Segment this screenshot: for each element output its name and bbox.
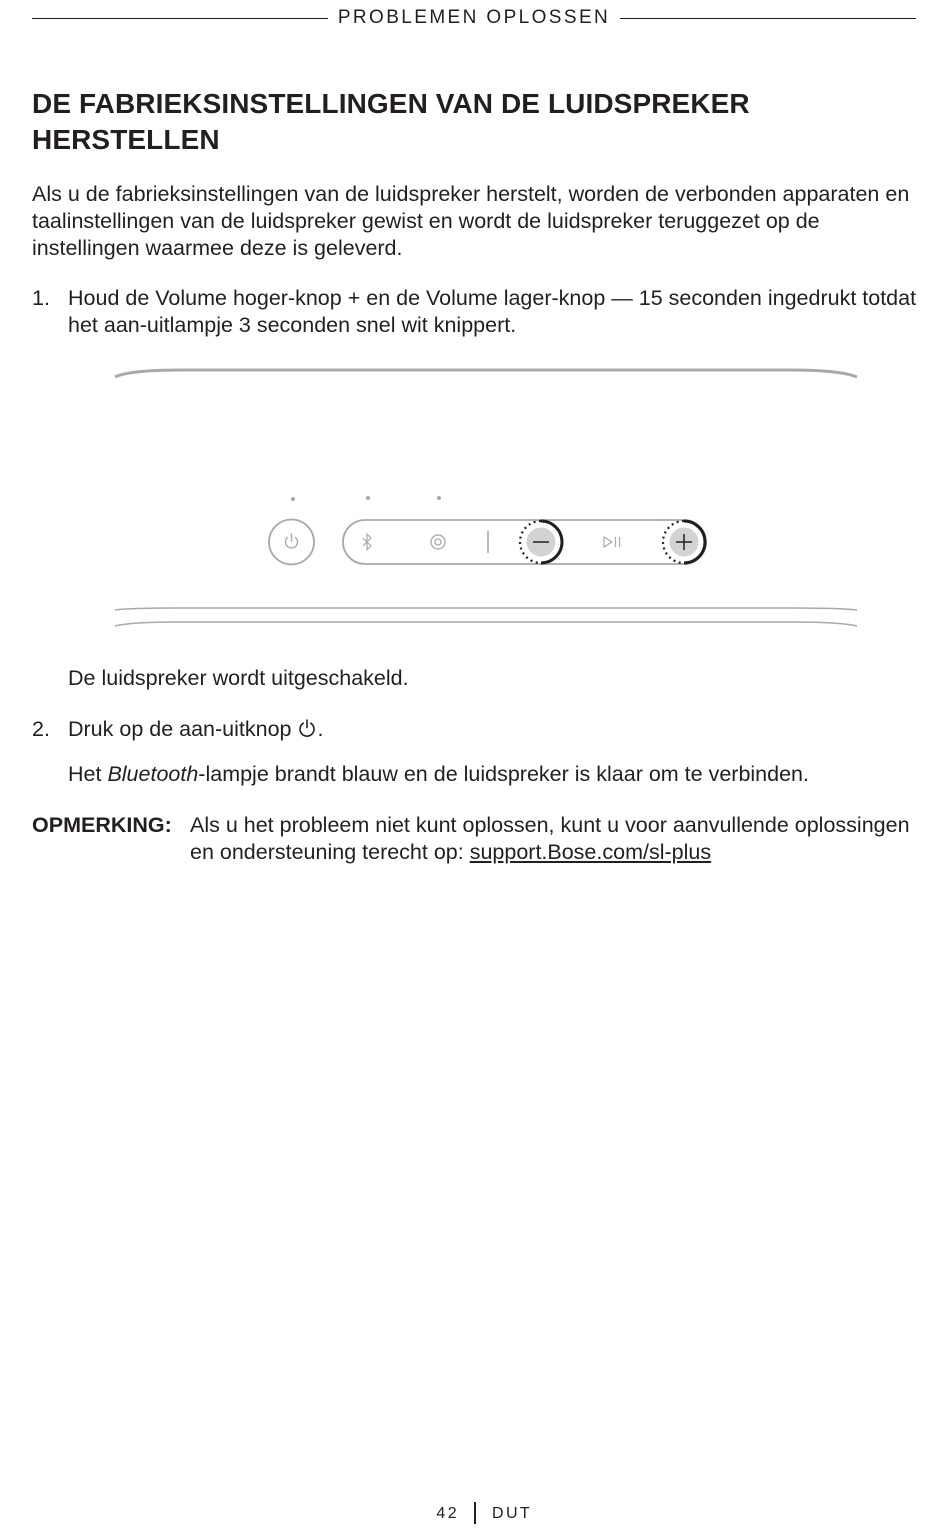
speaker-buttons-illustration xyxy=(100,360,870,640)
bluetooth-icon xyxy=(363,534,371,550)
speaker-bottom-edge-2 xyxy=(115,622,857,626)
speaker-top-edge xyxy=(115,370,857,377)
support-link[interactable]: support.Bose.com/sl-plus xyxy=(469,840,712,864)
page-number: 42 xyxy=(436,1505,459,1522)
play-pause-icon xyxy=(604,537,620,547)
power-button xyxy=(269,520,314,565)
note-body: Als u het probleem niet kunt oplossen, kunt u voor aanvullende oplossingen en ondersteuning terecht op: support.Bose.com/sl-plus xyxy=(190,813,910,864)
button-bar xyxy=(343,520,706,564)
page-header xyxy=(32,6,916,30)
page-heading: DE FABRIEKSINSTELLINGEN VAN DE LUIDSPREKER HERSTELLEN xyxy=(32,88,750,155)
power-icon xyxy=(286,534,298,548)
volume-up-button-highlight xyxy=(663,521,705,563)
language-code: DUT xyxy=(492,1505,533,1522)
step-2-result: Het Bluetooth-lampje brandt blauw en de luidspreker is klaar om te verbinden. xyxy=(68,762,809,786)
bluetooth-term: Bluetooth xyxy=(107,762,199,786)
intro-paragraph: Als u de fabrieksinstellingen van de luidspreker herstelt, worden de verbonden apparaten en taalinstellingen van de luidspreker gewist en wordt de luidspreker teruggezet op de instellingen waarmee deze is geleverd. xyxy=(32,182,910,260)
step-number: 2. xyxy=(32,717,50,741)
indicator-light-power xyxy=(291,497,295,501)
header-rule-right xyxy=(620,18,916,19)
volume-down-button-highlight xyxy=(520,521,562,563)
minus-symbol: — xyxy=(611,286,633,310)
indicator-light-bluetooth xyxy=(366,496,370,500)
speaker-bottom-edge-1 xyxy=(115,608,857,610)
section-title: PROBLEMEN OPLOSSEN xyxy=(337,7,611,28)
step-text: Houd de Volume hoger-knop + en de Volume lager-knop — 15 seconden ingedrukt totdat het aan-uitlampje 3 seconden snel wit knippert. xyxy=(68,286,917,337)
note-label: OPMERKING: xyxy=(32,813,172,837)
step-number: 1. xyxy=(32,286,50,310)
step-1-result: De luidspreker wordt uitgeschakeld. xyxy=(68,666,409,690)
power-icon xyxy=(297,718,317,738)
footer-divider xyxy=(474,1502,476,1524)
source-icon xyxy=(431,535,445,549)
step-text: Druk op de aan-uitknop . xyxy=(68,717,324,741)
plus-symbol: + xyxy=(347,286,361,310)
indicator-light-source xyxy=(437,496,441,500)
page-footer xyxy=(0,1502,950,1528)
